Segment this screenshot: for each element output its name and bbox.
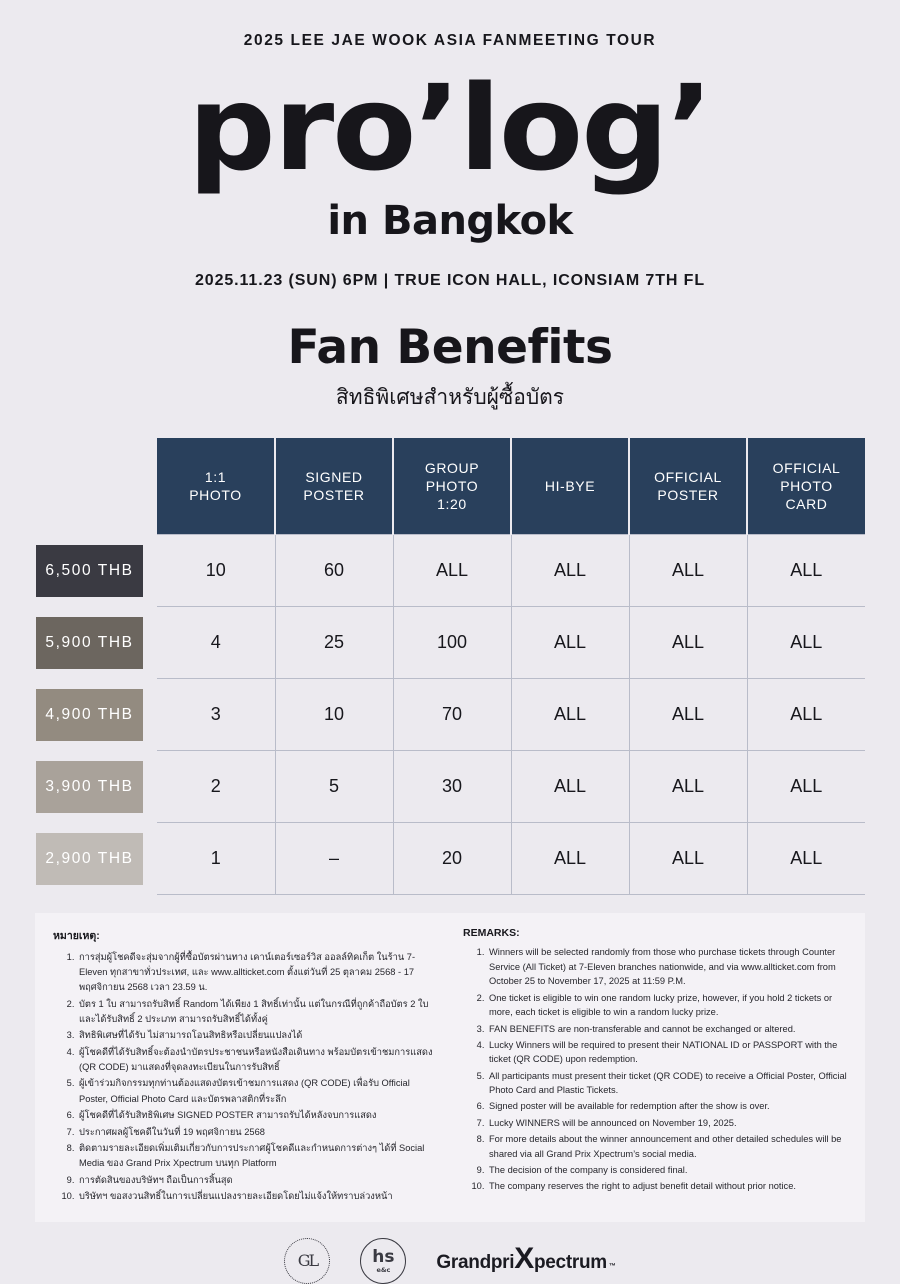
note-item: 1. การสุ่มผู้โชคดีจะสุ่มจากผู้ที่ซื้อบัตรผ่านทาง เคาน์เตอร์เซอร์วิส ออลล์ทิคเก็ต ในร้าน 7-Eleven ทุกสาขาทั่วประเทศ, และ www.allticket.com ตั้งแต่วันที่ 25 ตุลาคม 2568 - 17 พฤศจิกายน 2568 เวลา 23.59 น. [77, 950, 437, 995]
column-header-group-photo: GROUP PHOTO 1:20 [393, 438, 511, 535]
fan-benefits-subtitle: สิทธิพิเศษสำหรับผู้ซื้อบัตร [335, 386, 565, 410]
notes-thai-heading: หมายเหตุ: [53, 930, 100, 943]
benefit-value-cell: 4 [157, 607, 275, 679]
hs-logo-main: hs [372, 1246, 395, 1267]
note-item: 8. For more details about the winner announcement and other detailed schedules will be shared via all Grand Prix Xpectrum’s social media. [487, 1132, 847, 1161]
price-tier-label: 4,900 THB [36, 689, 143, 741]
footer-logos [284, 1238, 615, 1284]
notes-thai-column [53, 927, 437, 1206]
benefit-value-cell: 30 [393, 751, 511, 823]
benefit-value-cell: ALL [511, 751, 629, 823]
price-tier-label: 3,900 THB [36, 761, 143, 813]
benefits-table-wrapper [35, 438, 865, 895]
benefit-value-cell: ALL [747, 751, 865, 823]
table-row [35, 751, 865, 823]
hs-logo-text [372, 1246, 395, 1274]
price-tier-cell [35, 535, 157, 607]
notes-english-heading: REMARKS: [463, 927, 520, 940]
benefit-value-cell: 3 [157, 679, 275, 751]
table-row [35, 535, 865, 607]
note-item: 1. Winners will be selected randomly from those who purchase tickets through Counter Service (All Ticket) at 7-Eleven branches nationwide, and via www.allticket.com from October 25 to November 17, 2025 at 11:59 P.M. [487, 945, 847, 989]
price-tier-cell [35, 751, 157, 823]
column-header-official-poster: OFFICIAL POSTER [629, 438, 747, 535]
tour-title: 2025 LEE JAE WOOK ASIA FANMEETING TOUR [243, 32, 657, 49]
column-header-hi-bye: HI-BYE [511, 438, 629, 535]
grandpri-xpectrum-logo [436, 1242, 616, 1276]
hs-logo-sub: e&c [376, 1265, 391, 1274]
benefit-value-cell: 25 [275, 607, 393, 679]
benefit-value-cell: 1 [157, 823, 275, 895]
xpectrum-text: pectrum [533, 1252, 607, 1274]
price-tier-cell [35, 607, 157, 679]
price-tier-label: 6,500 THB [36, 545, 143, 597]
notes-english-column [463, 927, 847, 1206]
grandpri-text: Grandpri [436, 1252, 515, 1274]
fan-benefits-title: Fan Benefits [287, 320, 613, 376]
benefit-value-cell: – [275, 823, 393, 895]
note-item: 5. All participants must present their ticket (QR CODE) to receive a Official Poster, Official Photo Card and Plastic Tickets. [487, 1069, 847, 1098]
notes-thai-list [53, 950, 437, 1204]
benefit-value-cell: ALL [747, 679, 865, 751]
benefits-header-row [35, 438, 865, 535]
note-item: 10. The company reserves the right to adjust benefit detail without prior notice. [487, 1179, 847, 1194]
benefits-table-body [35, 535, 865, 895]
note-item: 2. บัตร 1 ใบ สามารถรับสิทธิ์ Random ได้เพียง 1 สิทธิ์เท่านั้น แต่ในกรณีที่ถูกค้าถือบัตร 2 ใบ และได้รับสิทธิ์ 2 ประเภท สามารถรับสิทธิ์ได้ทั้งคู่ [77, 997, 437, 1027]
note-item: 7. Lucky WINNERS will be announced on November 19, 2025. [487, 1116, 847, 1131]
note-item: 7. ประกาศผลผู้โชคดีในวันที่ 19 พฤศจิกายน 2568 [77, 1125, 437, 1140]
table-row [35, 607, 865, 679]
benefit-value-cell: 20 [393, 823, 511, 895]
hs-ec-logo-icon [360, 1238, 406, 1284]
note-item: 4. Lucky Winners will be required to present their NATIONAL ID or PASSPORT with the ticket (QR CODE) upon redemption. [487, 1038, 847, 1067]
benefits-table-head [35, 438, 865, 535]
table-corner-cell [35, 438, 157, 535]
price-tier-cell [35, 679, 157, 751]
note-item: 2. One ticket is eligible to win one random lucky prize, however, if you hold 2 tickets or more, each ticket is eligible to win a random lucky prize. [487, 991, 847, 1020]
column-header-signed-poster: SIGNED POSTER [275, 438, 393, 535]
note-item: 6. ผู้โชคดีที่ได้รับสิทธิพิเศษ SIGNED POSTER สามารถรับได้หลังจบการแสดง [77, 1108, 437, 1123]
column-header-official-photo-card: OFFICIAL PHOTO CARD [747, 438, 865, 535]
event-date-venue: 2025.11.23 (SUN) 6PM | TRUE ICON HALL, ICONSIAM 7TH FL [194, 272, 706, 290]
benefit-value-cell: ALL [747, 607, 865, 679]
event-logo-subtitle: in Bangkok [327, 198, 573, 245]
benefit-value-cell: 70 [393, 679, 511, 751]
benefit-value-cell: ALL [511, 823, 629, 895]
benefit-value-cell: ALL [393, 535, 511, 607]
gl-logo-icon [284, 1238, 330, 1284]
benefit-value-cell: 10 [157, 535, 275, 607]
benefit-value-cell: ALL [629, 607, 747, 679]
note-item: 8. ติดตามรายละเอียดเพิ่มเติมเกี่ยวกับการประกาศผู้โชคดีและกำหนดการต่างๆ ได้ที่ Social Media ของ Grand Prix Xpectrum บนทุก Platform [77, 1141, 437, 1171]
price-tier-label: 5,900 THB [36, 617, 143, 669]
benefit-value-cell: ALL [511, 535, 629, 607]
benefit-value-cell: ALL [629, 679, 747, 751]
benefit-value-cell: ALL [629, 751, 747, 823]
note-item: 10. บริษัทฯ ขอสงวนสิทธิ์ในการเปลี่ยนแปลงรายละเอียดโดยไม่แจ้งให้ทราบล่วงหน้า [77, 1189, 437, 1204]
gl-logo-mark: GL [297, 1251, 318, 1271]
benefit-value-cell: 2 [157, 751, 275, 823]
note-item: 9. The decision of the company is considered final. [487, 1163, 847, 1178]
grandpri-x-mark: X [514, 1242, 534, 1276]
benefit-value-cell: 10 [275, 679, 393, 751]
benefit-value-cell: ALL [511, 607, 629, 679]
note-item: 4. ผู้โชคดีที่ได้รับสิทธิ์จะต้องนำบัตรประชาชนหรือหนังสือเดินทาง พร้อมบัตรเข้าชมการแสดง (QR CODE) มาแสดงที่จุดลงทะเบียนในการรับสิทธิ์ [77, 1045, 437, 1075]
price-tier-cell [35, 823, 157, 895]
benefit-value-cell: ALL [747, 535, 865, 607]
notes-english-list [463, 945, 847, 1194]
benefit-value-cell: ALL [629, 535, 747, 607]
table-row [35, 679, 865, 751]
note-item: 3. FAN BENEFITS are non-transferable and cannot be exchanged or altered. [487, 1022, 847, 1037]
note-item: 9. การตัดสินของบริษัทฯ ถือเป็นการสิ้นสุด [77, 1173, 437, 1188]
benefit-value-cell: 60 [275, 535, 393, 607]
notes-section [35, 913, 865, 1222]
benefit-value-cell: ALL [511, 679, 629, 751]
benefit-value-cell: 100 [393, 607, 511, 679]
benefit-value-cell: ALL [629, 823, 747, 895]
price-tier-label: 2,900 THB [36, 833, 143, 885]
event-logo-title: pro’log’ [188, 59, 712, 197]
note-item: 3. สิทธิพิเศษที่ได้รับ ไม่สามารถโอนสิทธิหรือเปลี่ยนแปลงได้ [77, 1028, 437, 1043]
table-row [35, 823, 865, 895]
note-item: 6. Signed poster will be available for redemption after the show is over. [487, 1099, 847, 1114]
benefit-value-cell: ALL [747, 823, 865, 895]
note-item: 5. ผู้เข้าร่วมกิจกรรมทุกท่านต้องแสดงบัตรเข้าชมการแสดง (QR CODE) เพื่อรับ Official Poster, Official Photo Card และบัตรพลาสติกที่ระลึก [77, 1076, 437, 1106]
benefits-table [35, 438, 865, 895]
trademark-symbol: ™ [608, 1263, 616, 1271]
column-header-1-1-photo: 1:1 PHOTO [157, 438, 275, 535]
benefit-value-cell: 5 [275, 751, 393, 823]
